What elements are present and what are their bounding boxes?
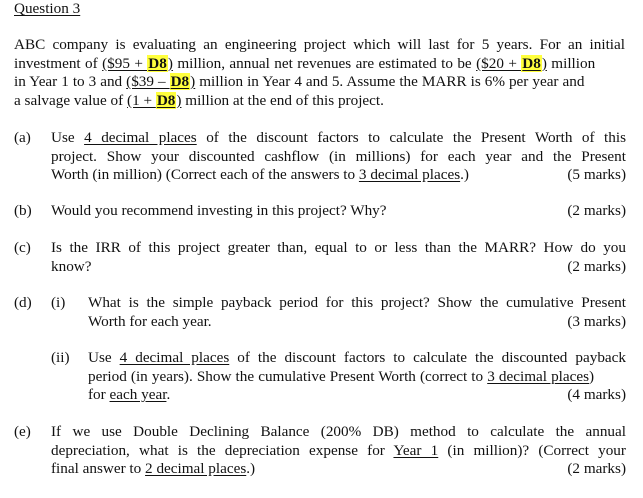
d8-highlight: D8 bbox=[170, 73, 190, 90]
intro-line-3 bbox=[14, 73, 625, 92]
part-d-ii-marks: (4 marks) bbox=[567, 386, 626, 403]
intro-line-1 bbox=[14, 36, 625, 55]
part-d-label: (d) bbox=[14, 294, 32, 311]
part-a-text bbox=[51, 129, 626, 185]
intro-line-4 bbox=[14, 92, 625, 111]
d8-highlight: D8 bbox=[156, 91, 176, 109]
intro-text: million at the end of this project. bbox=[181, 91, 384, 109]
intro-text: in Year 1 to 3 and bbox=[14, 73, 127, 90]
part-d-i-label: (i) bbox=[51, 294, 66, 311]
decimal-places-underline: 3 decimal places bbox=[358, 166, 461, 183]
part-c-text bbox=[51, 239, 626, 276]
intro-text: million in Year 4 and 5. Assume the MARR is 6% per year and bbox=[195, 73, 585, 90]
part-b-marks: (2 marks) bbox=[567, 202, 626, 219]
decimal-places-underline: 2 decimal places bbox=[145, 460, 247, 477]
part-a-line-3: Worth (in million) (Correct each of the answers to 3 decimal places.) (5 marks) bbox=[51, 166, 626, 183]
each-year-underline: each year bbox=[109, 386, 167, 403]
intro-line-2 bbox=[14, 55, 625, 74]
part-c-marks: (2 marks) bbox=[567, 257, 626, 275]
part-e-text bbox=[51, 423, 626, 479]
part-c-line-2: know? (2 marks) bbox=[51, 257, 626, 275]
salvage-expr: (1 + D8) bbox=[127, 91, 182, 109]
investment-expr: ($95 + D8) bbox=[102, 54, 173, 72]
d8-highlight: D8 bbox=[148, 54, 167, 72]
part-e-label: (e) bbox=[14, 423, 31, 440]
part-a-marks: (5 marks) bbox=[567, 166, 626, 183]
part-d-ii-line-2: period (in years). Show the cumulative Present Worth (correct to 3 decimal places) bbox=[88, 367, 595, 385]
part-e-line-1: If we use Double Declining Balance (200% DB) method to calculate the annual bbox=[51, 423, 626, 440]
part-d-i-marks: (3 marks) bbox=[567, 312, 626, 330]
part-d-i-text bbox=[88, 294, 626, 331]
part-b-label: (b) bbox=[14, 202, 32, 219]
part-d-ii-label: (ii) bbox=[51, 349, 70, 366]
part-a-line-2: project. Show your discounted cashflow (in millions) for each year and the Present bbox=[51, 147, 626, 165]
question-title: Question 3 bbox=[14, 0, 81, 17]
part-b-text bbox=[51, 202, 626, 221]
decimal-places-underline: 4 decimal places bbox=[119, 349, 230, 366]
part-c-line-1: Is the IRR of this project greater than, equal to or less than the MARR? How do you bbox=[51, 239, 626, 256]
d8-highlight: D8 bbox=[522, 54, 541, 72]
part-d-i-line-1: What is the simple payback period for this project? Show the cumulative Present bbox=[88, 294, 626, 311]
year-1-underline: Year 1 bbox=[393, 441, 439, 459]
part-d-i-line-2: Worth for each year. (3 marks) bbox=[88, 312, 626, 330]
part-e-line-2: depreciation, what is the depreciation expense for Year 1 (in million)? (Correct your bbox=[51, 441, 626, 459]
part-b-line-1: Would you recommend investing in this project? Why? (2 marks) bbox=[51, 202, 626, 219]
revenue-expr: ($20 + D8) bbox=[476, 54, 547, 72]
part-a-line-1: Use 4 decimal places of the discount factors to calculate the Present Worth of this bbox=[51, 129, 626, 146]
part-a-label: (a) bbox=[14, 129, 31, 146]
part-d-ii-line-3: for each year. (4 marks) bbox=[88, 386, 626, 403]
revenue-late-expr: ($39 – D8) bbox=[126, 73, 196, 90]
intro-text: a salvage value of bbox=[14, 91, 128, 109]
intro-text: million bbox=[546, 54, 596, 72]
part-d-ii-text bbox=[88, 349, 626, 405]
decimal-places-underline: 4 decimal places bbox=[84, 129, 197, 146]
part-d-ii-line-1: Use 4 decimal places of the discount factors to calculate the discounted payback bbox=[88, 349, 626, 366]
part-e-marks: (2 marks) bbox=[567, 460, 626, 477]
intro-text: investment of bbox=[14, 54, 103, 72]
intro-paragraph bbox=[14, 36, 625, 110]
intro-text: million, annual net revenues are estimated to be bbox=[172, 54, 477, 72]
decimal-places-underline: 3 decimal places bbox=[487, 367, 590, 385]
intro-text: ABC company is evaluating an engineering project which will last for 5 years. For an initial bbox=[14, 36, 625, 53]
part-c-label: (c) bbox=[14, 239, 31, 256]
part-e-line-3: final answer to 2 decimal places.) (2 marks) bbox=[51, 460, 626, 477]
